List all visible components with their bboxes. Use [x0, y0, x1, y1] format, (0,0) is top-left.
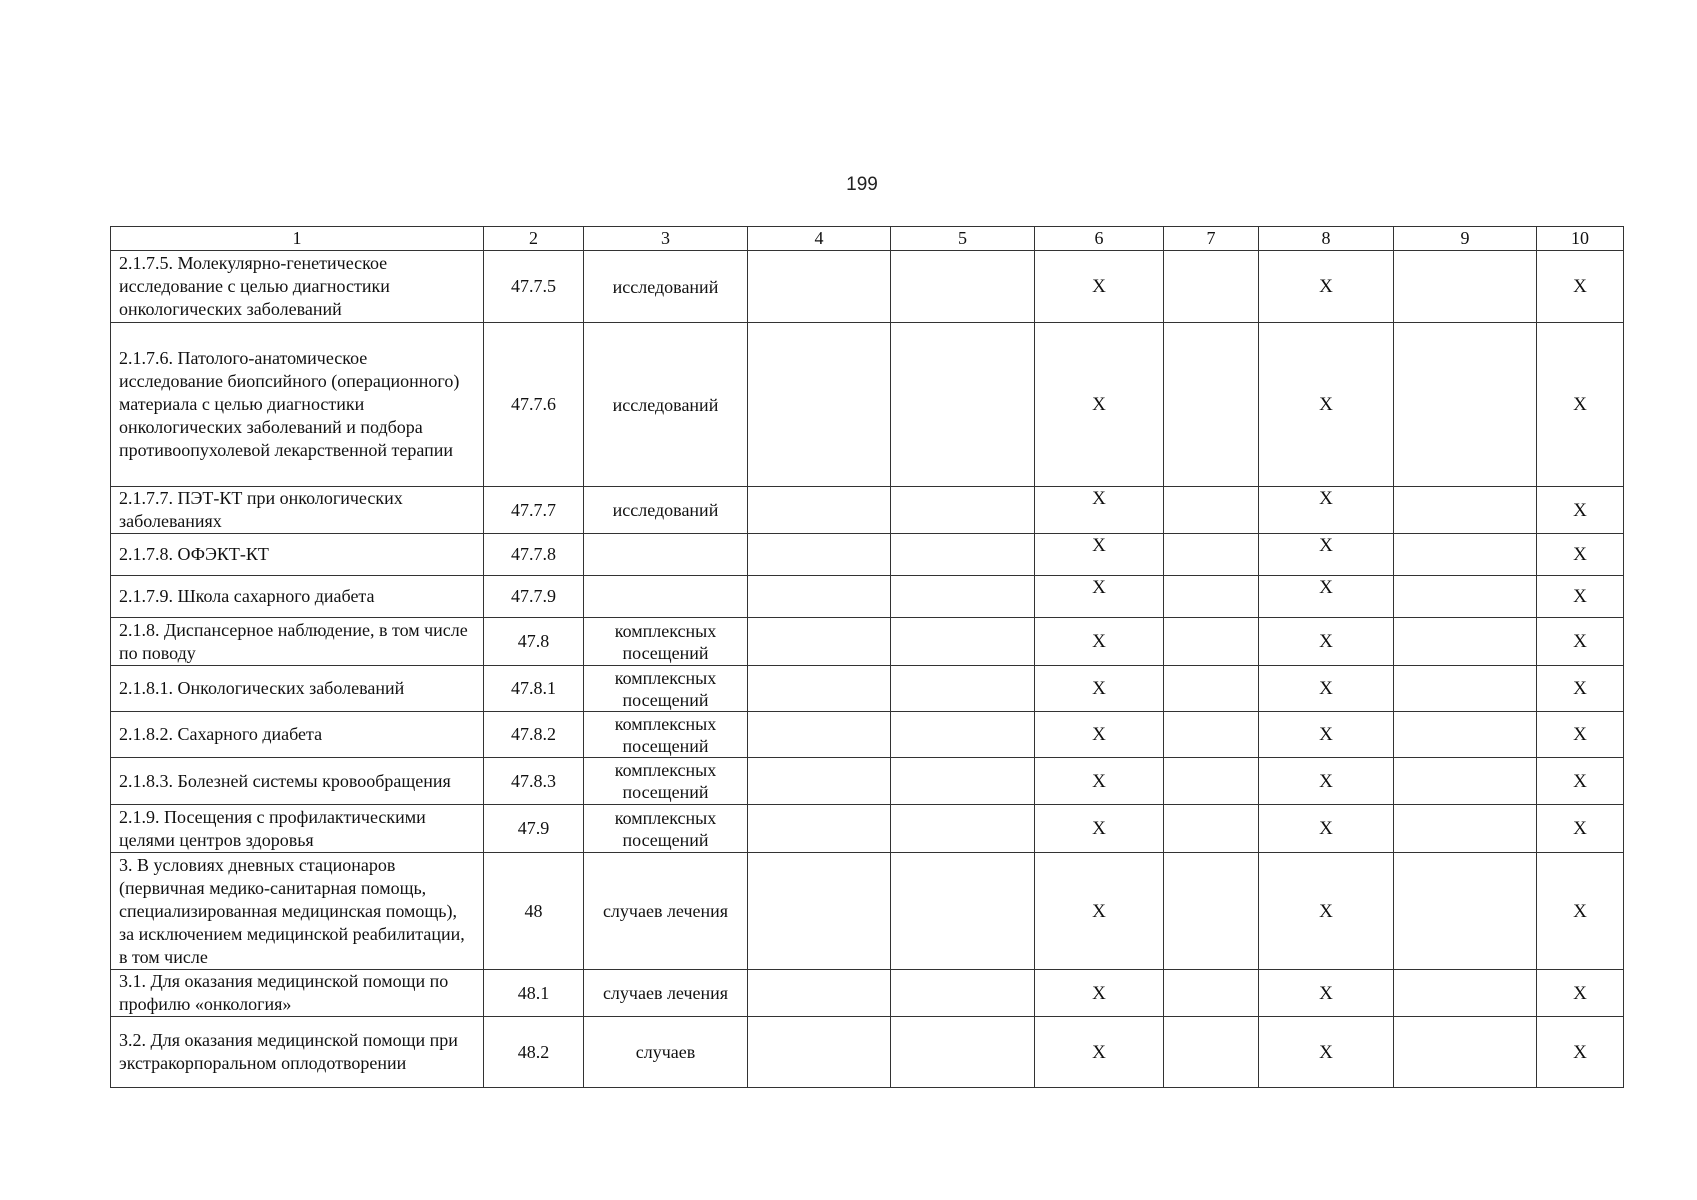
- empty-cell: [748, 323, 891, 487]
- empty-cell: [1164, 853, 1259, 970]
- table-row: [111, 853, 1624, 970]
- column-number: 10: [1537, 227, 1624, 251]
- empty-cell: [1394, 534, 1537, 576]
- mark-col-8: Х: [1259, 487, 1394, 534]
- empty-cell: [1164, 805, 1259, 853]
- row-unit: [584, 534, 748, 576]
- empty-cell: [891, 534, 1035, 576]
- row-code: 47.8.2: [484, 712, 584, 758]
- mark-col-10: Х: [1537, 251, 1624, 323]
- table-row: [111, 970, 1624, 1017]
- empty-cell: [1164, 576, 1259, 618]
- row-name: 2.1.7.5. Молекулярно-генетическое исследование с целью диагностики онкологических заболеваний: [111, 251, 484, 323]
- mark-col-10: Х: [1537, 666, 1624, 712]
- empty-cell: [1394, 805, 1537, 853]
- column-number: 5: [891, 227, 1035, 251]
- empty-cell: [1164, 970, 1259, 1017]
- mark-col-10: Х: [1537, 970, 1624, 1017]
- row-unit: исследований: [584, 251, 748, 323]
- row-name: 2.1.8.1. Онкологических заболеваний: [111, 666, 484, 712]
- empty-cell: [748, 805, 891, 853]
- empty-cell: [1394, 758, 1537, 805]
- empty-cell: [1394, 1017, 1537, 1088]
- empty-cell: [891, 666, 1035, 712]
- empty-cell: [748, 666, 891, 712]
- row-code: 47.7.9: [484, 576, 584, 618]
- row-name: 2.1.7.8. ОФЭКТ-КТ: [111, 534, 484, 576]
- empty-cell: [1164, 487, 1259, 534]
- column-number: 4: [748, 227, 891, 251]
- mark-col-8: Х: [1259, 853, 1394, 970]
- empty-cell: [1164, 1017, 1259, 1088]
- table-row: [111, 323, 1624, 487]
- empty-cell: [1394, 251, 1537, 323]
- row-unit: комплексных посещений: [584, 712, 748, 758]
- empty-cell: [748, 712, 891, 758]
- row-unit: случаев: [584, 1017, 748, 1088]
- empty-cell: [748, 758, 891, 805]
- row-name: 2.1.7.6. Патолого-анатомическое исследование биопсийного (операционного) материала с целью диагностики онкологических заболеваний и подбора противоопухолевой лекарственной терапии: [111, 323, 484, 487]
- mark-col-10: Х: [1537, 487, 1624, 534]
- row-name: 2.1.7.7. ПЭТ-КТ при онкологических заболеваниях: [111, 487, 484, 534]
- row-unit: [584, 576, 748, 618]
- mark-col-10: Х: [1537, 853, 1624, 970]
- empty-cell: [1394, 618, 1537, 666]
- row-code: 47.7.8: [484, 534, 584, 576]
- row-unit: комплексных посещений: [584, 805, 748, 853]
- row-name: 2.1.8. Диспансерное наблюдение, в том числе по поводу: [111, 618, 484, 666]
- mark-col-6: Х: [1035, 487, 1164, 534]
- empty-cell: [1164, 323, 1259, 487]
- column-number: 3: [584, 227, 748, 251]
- page-number: 199: [846, 174, 878, 195]
- row-name: 2.1.8.3. Болезней системы кровообращения: [111, 758, 484, 805]
- mark-col-10: Х: [1537, 576, 1624, 618]
- mark-col-6: Х: [1035, 853, 1164, 970]
- mark-col-10: Х: [1537, 758, 1624, 805]
- column-number: 2: [484, 227, 584, 251]
- empty-cell: [1164, 712, 1259, 758]
- empty-cell: [748, 487, 891, 534]
- row-unit: исследований: [584, 323, 748, 487]
- mark-col-8: Х: [1259, 712, 1394, 758]
- empty-cell: [748, 1017, 891, 1088]
- empty-cell: [748, 251, 891, 323]
- row-name: 3. В условиях дневных стационаров (первичная медико-санитарная помощь, специализированная медицинская помощь), за исключением медицинской реабилитации, в том числе: [111, 853, 484, 970]
- empty-cell: [891, 805, 1035, 853]
- empty-cell: [891, 712, 1035, 758]
- mark-col-8: Х: [1259, 970, 1394, 1017]
- empty-cell: [1394, 323, 1537, 487]
- mark-col-6: Х: [1035, 712, 1164, 758]
- empty-cell: [1394, 666, 1537, 712]
- table-row: [111, 666, 1624, 712]
- row-name: 3.1. Для оказания медицинской помощи по профилю «онкология»: [111, 970, 484, 1017]
- empty-cell: [1394, 487, 1537, 534]
- mark-col-10: Х: [1537, 712, 1624, 758]
- mark-col-8: Х: [1259, 666, 1394, 712]
- mark-col-6: Х: [1035, 534, 1164, 576]
- empty-cell: [1164, 251, 1259, 323]
- row-unit: комплексных посещений: [584, 758, 748, 805]
- empty-cell: [1394, 712, 1537, 758]
- column-number: 9: [1394, 227, 1537, 251]
- table-row: [111, 251, 1624, 323]
- empty-cell: [748, 576, 891, 618]
- empty-cell: [891, 576, 1035, 618]
- row-code: 47.7.7: [484, 487, 584, 534]
- empty-cell: [748, 970, 891, 1017]
- empty-cell: [891, 323, 1035, 487]
- table-row: [111, 618, 1624, 666]
- row-code: 48: [484, 853, 584, 970]
- table-row: [111, 1017, 1624, 1088]
- column-number: 6: [1035, 227, 1164, 251]
- mark-col-10: Х: [1537, 323, 1624, 487]
- mark-col-6: Х: [1035, 576, 1164, 618]
- mark-col-6: Х: [1035, 1017, 1164, 1088]
- column-number-row: [111, 227, 1624, 251]
- mark-col-8: Х: [1259, 534, 1394, 576]
- mark-col-6: Х: [1035, 251, 1164, 323]
- table-row: [111, 805, 1624, 853]
- row-code: 48.2: [484, 1017, 584, 1088]
- mark-col-6: Х: [1035, 758, 1164, 805]
- mark-col-8: Х: [1259, 618, 1394, 666]
- row-code: 47.9: [484, 805, 584, 853]
- mark-col-8: Х: [1259, 758, 1394, 805]
- mark-col-8: Х: [1259, 323, 1394, 487]
- mark-col-10: Х: [1537, 618, 1624, 666]
- mark-col-8: Х: [1259, 1017, 1394, 1088]
- mark-col-10: Х: [1537, 805, 1624, 853]
- mark-col-8: Х: [1259, 251, 1394, 323]
- column-number: 8: [1259, 227, 1394, 251]
- empty-cell: [891, 758, 1035, 805]
- empty-cell: [1394, 970, 1537, 1017]
- empty-cell: [891, 251, 1035, 323]
- empty-cell: [748, 853, 891, 970]
- empty-cell: [1164, 666, 1259, 712]
- row-unit: комплексных посещений: [584, 666, 748, 712]
- column-number: 1: [111, 227, 484, 251]
- empty-cell: [1394, 576, 1537, 618]
- table-row: [111, 487, 1624, 534]
- mark-col-8: Х: [1259, 805, 1394, 853]
- mark-col-6: Х: [1035, 805, 1164, 853]
- empty-cell: [1164, 758, 1259, 805]
- empty-cell: [1164, 534, 1259, 576]
- mark-col-10: Х: [1537, 534, 1624, 576]
- row-code: 47.8: [484, 618, 584, 666]
- row-unit: случаев лечения: [584, 970, 748, 1017]
- empty-cell: [1164, 618, 1259, 666]
- row-unit: исследований: [584, 487, 748, 534]
- empty-cell: [891, 853, 1035, 970]
- row-unit: случаев лечения: [584, 853, 748, 970]
- row-name: 2.1.7.9. Школа сахарного диабета: [111, 576, 484, 618]
- mark-col-10: Х: [1537, 1017, 1624, 1088]
- mark-col-6: Х: [1035, 323, 1164, 487]
- empty-cell: [891, 618, 1035, 666]
- row-code: 47.7.5: [484, 251, 584, 323]
- row-unit: комплексных посещений: [584, 618, 748, 666]
- table-row: [111, 758, 1624, 805]
- table-row: [111, 712, 1624, 758]
- column-number: 7: [1164, 227, 1259, 251]
- mark-col-6: Х: [1035, 970, 1164, 1017]
- row-name: 2.1.9. Посещения с профилактическими целями центров здоровья: [111, 805, 484, 853]
- table-row: [111, 534, 1624, 576]
- row-name: 3.2. Для оказания медицинской помощи при экстракорпоральном оплодотворении: [111, 1017, 484, 1088]
- row-code: 47.8.1: [484, 666, 584, 712]
- empty-cell: [1394, 853, 1537, 970]
- empty-cell: [891, 1017, 1035, 1088]
- row-code: 48.1: [484, 970, 584, 1017]
- empty-cell: [748, 618, 891, 666]
- empty-cell: [891, 487, 1035, 534]
- mark-col-6: Х: [1035, 618, 1164, 666]
- data-table: [110, 226, 1624, 1088]
- table-row: [111, 576, 1624, 618]
- mark-col-8: Х: [1259, 576, 1394, 618]
- row-code: 47.8.3: [484, 758, 584, 805]
- mark-col-6: Х: [1035, 666, 1164, 712]
- row-name: 2.1.8.2. Сахарного диабета: [111, 712, 484, 758]
- row-code: 47.7.6: [484, 323, 584, 487]
- empty-cell: [748, 534, 891, 576]
- empty-cell: [891, 970, 1035, 1017]
